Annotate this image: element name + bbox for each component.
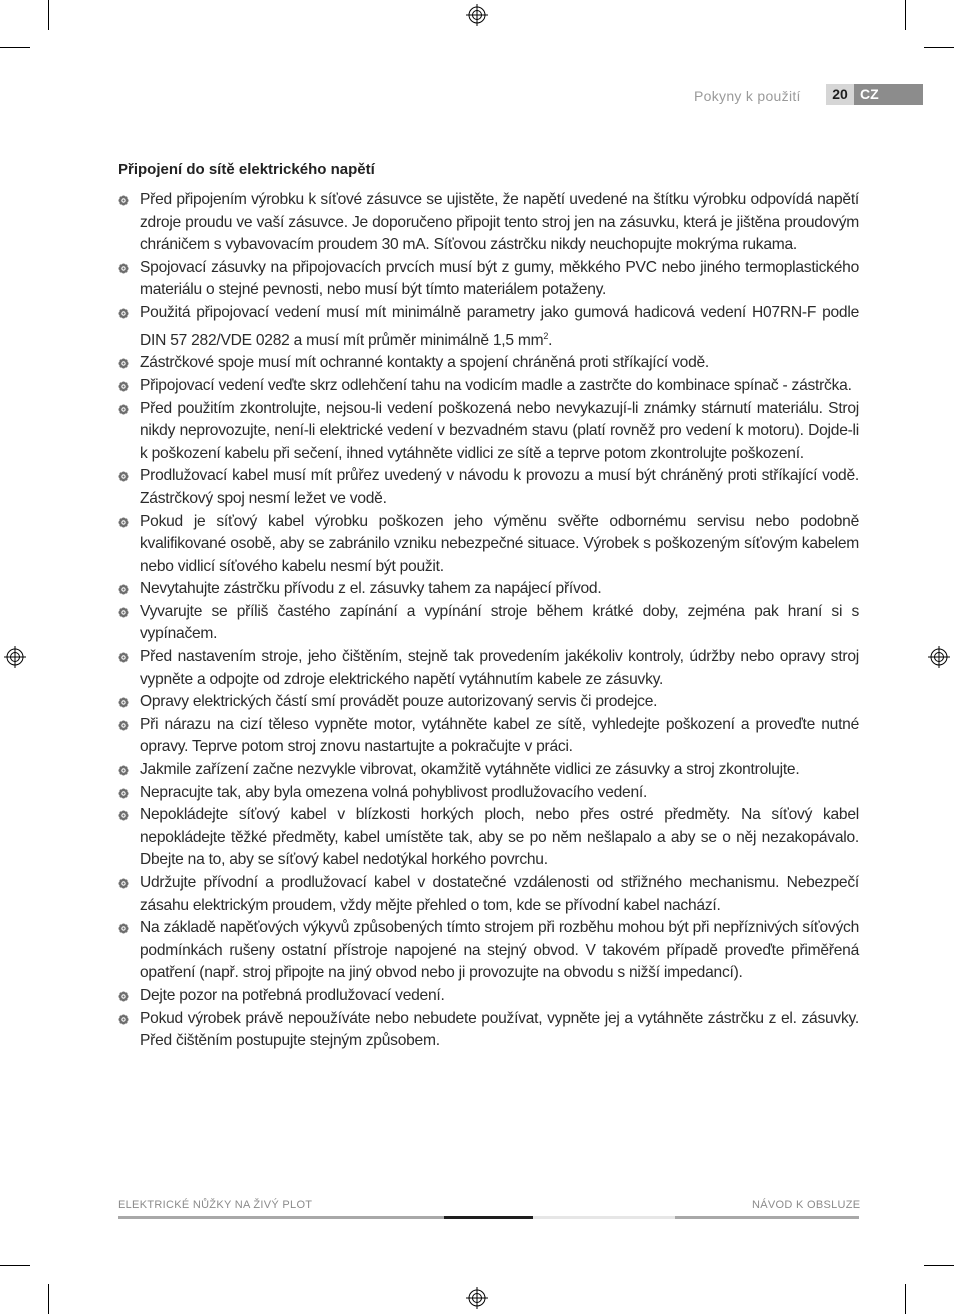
flower-bullet-icon: [118, 697, 129, 708]
flower-bullet-icon: [118, 923, 129, 934]
list-item-text: Dejte pozor na potřebná prodlužovací vedení.: [140, 986, 445, 1004]
crop-mark: [924, 47, 954, 48]
list-item: [118, 782, 859, 805]
list-item-text: Nepokládejte síťový kabel v blízkosti horkých ploch, nebo přes ostré předměty. Na síťový kabel nepokládejte těžké předměty, kabel umístěte tak, aby se po něm nešlapalo a aby se o něj nezakopávalo. Dbejte na to, aby se síťový kabel nedotýkal horkého povrchu.: [140, 806, 859, 869]
list-item: [118, 872, 859, 917]
flower-bullet-icon: [118, 765, 129, 776]
flower-bullet-icon: [118, 517, 129, 528]
crop-mark: [924, 1265, 954, 1266]
list-item: [118, 691, 859, 714]
list-item-suffix: .: [548, 331, 553, 349]
list-item-text: Pokud je síťový kabel výrobku poškozen jeho výměnu svěřte odbornému servisu nebo podobně kvalifikované osobě, aby se zabránilo vzniku nebezpečné situace. Výrobek s poškozeným síťovým kabelem nebo vidlicí síťového kabelu nesmí být použit.: [140, 512, 859, 575]
registration-mark-icon: [928, 646, 950, 668]
footer-bar-accent: [444, 1216, 533, 1219]
flower-bullet-icon: [118, 358, 129, 369]
flower-bullet-icon: [118, 263, 129, 274]
footer-bar: [533, 1216, 675, 1219]
crop-mark: [905, 0, 906, 30]
registration-mark-icon: [4, 646, 26, 668]
footer-bar: [675, 1216, 859, 1219]
page-number: 20: [826, 84, 854, 105]
list-item-text: Spojovací zásuvky na připojovacích prvcích musí být z gumy, měkkého PVC nebo jiného termoplastického materiálu o stejné pevnosti, nebo musí být tímto materiálem potaženy.: [140, 258, 859, 299]
list-item-text: Na základě napěťových výkyvů způsobených tímto strojem při rozběhu mohou být při nepříznivých síťových podmínkách rušeny ostatní přístroje napojené na stejný obvod. V takovém případě proveďte přiměřená opatření (např. stroj připojte na jiný obvod nebo ji provozujte na obvodu s nižší impedancí).: [140, 919, 859, 982]
instruction-list: [118, 189, 859, 1053]
list-item-text: Při nárazu na cizí těleso vypněte motor, vytáhněte kabel ze sítě, vyhledejte poškození a proveďte nutné opravy. Teprve potom stroj znovu nastartujte a pokračujte v práci.: [140, 715, 859, 756]
crop-mark: [48, 0, 49, 30]
list-item: [118, 189, 859, 257]
list-item: [118, 375, 859, 398]
flower-bullet-icon: [118, 607, 129, 618]
list-item-text: Před použitím zkontrolujte, nejsou-li vedení poškozená nebo nevykazují-li známky stárnutí materiálu. Stroj nikdy neprovozujte, není-li elektrické vedení v bezvadném stavu (platí rovněž pro vedení k motoru). Dojde-li k poškození kabelu při sečení, ihned vytáhněte vidlici ze sítě a teprve potom zkontrolujte poškození.: [140, 399, 859, 462]
language-badge: CZ: [854, 84, 923, 105]
list-item-text: Udržujte přívodní a prodlužovací kabel v dostatečné vzdálenosti od střižného mechanismu. Nebezpečí zásahu elektrickým proudem, vždy mějte přehled o tom, kde se přívodní kabel nachází.: [140, 874, 859, 914]
list-item: [118, 257, 859, 302]
flower-bullet-icon: [118, 991, 129, 1002]
list-item: [118, 352, 859, 375]
list-item-text: Opravy elektrických částí smí provádět pouze autorizovaný servis či prodejce.: [140, 693, 658, 711]
list-item-text: Vyvarujte se příliš častého zapínání a vypínání stroje během krátké doby, zejména pak hraní si s vypínačem.: [140, 602, 859, 643]
list-item: [118, 804, 859, 872]
footer-doc-name: NÁVOD K OBSLUZE: [752, 1199, 861, 1211]
crop-mark: [0, 47, 30, 48]
list-item: [118, 465, 859, 510]
flower-bullet-icon: [118, 788, 129, 799]
list-item: [118, 601, 859, 646]
list-item: [118, 398, 859, 466]
flower-bullet-icon: [118, 720, 129, 731]
list-item: [118, 917, 859, 985]
list-item: [118, 985, 859, 1008]
list-item: [118, 302, 859, 352]
flower-bullet-icon: [118, 471, 129, 482]
list-item-text: Připojovací vedení veďte skrz odlehčení tahu na vodicím madle a zastrčte do kombinace spínač - zástrčka.: [140, 376, 852, 394]
list-item-text: Použitá připojovací vedení musí mít minimálně parametry jako gumová hadicová vedení H07RN-F podle DIN 57 282/VDE 0282 a musí mít průměr minimálně 1,5 mm: [140, 303, 859, 349]
superscript: 2: [543, 330, 549, 341]
section-heading: Připojení do sítě elektrického napětí: [118, 161, 375, 178]
header-section-title: Pokyny k použití: [694, 88, 801, 104]
flower-bullet-icon: [118, 652, 129, 663]
list-item: [118, 578, 859, 601]
list-item-text: Před připojením výrobku k síťové zásuvce se ujistěte, že napětí uvedené na štítku výrobku odpovídá napětí zdroje proudu ve vaší zásuvce. Je doporučeno připojit tento stroj jen na zásuvku, která je jištěna proudovým chráničem s vybavovacím proudem 30 mA. Síťovou zástrčku nikdy neuchopujte mokrýma rukama.: [140, 191, 859, 254]
list-item: [118, 1008, 859, 1053]
flower-bullet-icon: [118, 810, 129, 821]
crop-mark: [905, 1284, 906, 1314]
list-item-text: Zástrčkové spoje musí mít ochranné kontakty a spojení chráněná proti stříkající vodě.: [140, 354, 709, 372]
footer-bar: [118, 1216, 444, 1219]
list-item-text: Nepracujte tak, aby byla omezena volná pohyblivost prodlužovacího vedení.: [140, 783, 648, 801]
footer-product-name: ELEKTRICKÉ NŮŽKY NA ŽIVÝ PLOT: [118, 1199, 313, 1211]
crop-mark: [48, 1284, 49, 1314]
flower-bullet-icon: [118, 1014, 129, 1025]
flower-bullet-icon: [118, 308, 129, 319]
flower-bullet-icon: [118, 381, 129, 392]
flower-bullet-icon: [118, 404, 129, 415]
flower-bullet-icon: [118, 584, 129, 595]
flower-bullet-icon: [118, 878, 129, 889]
crop-mark: [0, 1265, 30, 1266]
flower-bullet-icon: [118, 195, 129, 206]
registration-mark-icon: [466, 4, 488, 26]
list-item: [118, 646, 859, 691]
list-item-text: Před nastavením stroje, jeho čištěním, stejně tak provedením jakékoliv kontroly, údržby nebo opravy stroj vypněte a odpojte od zdroje elektrického napětí vytáhnutím kabele ze zásuvky.: [140, 648, 859, 688]
list-item-text: Prodlužovací kabel musí mít průřez uvedený v návodu k provozu a musí být chráněný proti stříkající vodě. Zástrčkový spoj nesmí ležet ve vodě.: [140, 467, 859, 507]
registration-mark-icon: [466, 1287, 488, 1309]
list-item: [118, 714, 859, 759]
list-item-text: Nevytahujte zástrčku přívodu z el. zásuvky tahem za napájecí přívod.: [140, 580, 602, 598]
list-item-text: Pokud výrobek právě nepoužíváte nebo nebudete používat, vypněte jej a vytáhněte zástrčku z el. zásuvky. Před čištěním postupujte stejným způsobem.: [140, 1009, 859, 1050]
list-item-text: Jakmile zařízení začne nezvykle vibrovat, okamžitě vytáhněte vidlici ze zásuvky a stroj zkontrolujte.: [140, 761, 800, 779]
list-item: [118, 759, 859, 782]
list-item: [118, 511, 859, 579]
